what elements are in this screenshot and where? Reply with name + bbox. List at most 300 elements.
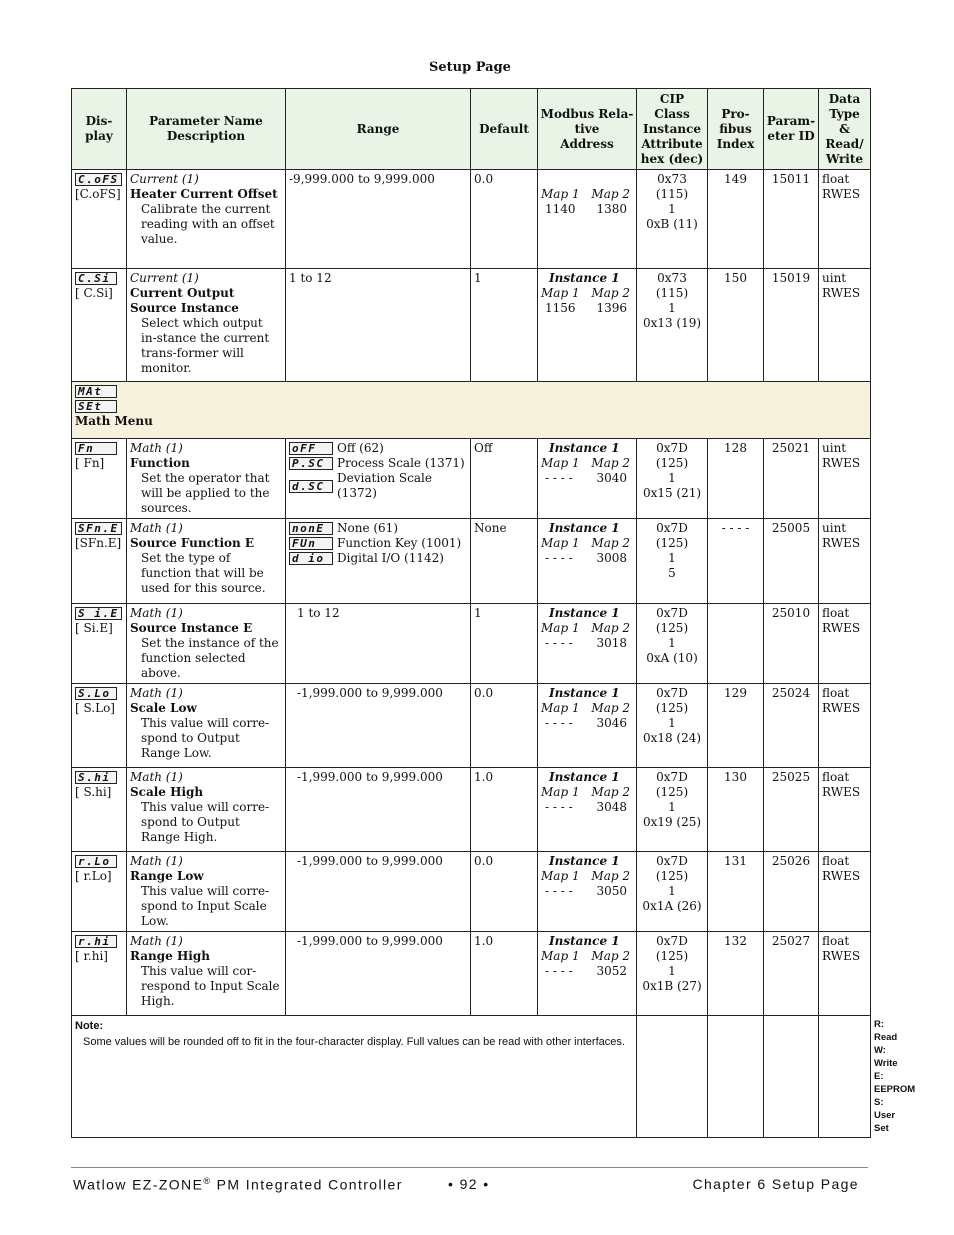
default-cell — [471, 604, 538, 684]
data-type: float — [822, 934, 850, 948]
modbus-cell — [538, 519, 637, 604]
note-row: Note: Some values will be rounded off to fit in the four-character display. Full values can be read with other interfaces. R: Read W: Write E: EEPROM S: User Set — [72, 1016, 871, 1138]
parameter-category: Current (1) — [130, 271, 199, 285]
map2-address: 3052 — [596, 964, 627, 978]
instance-label: Instance 1 — [549, 686, 620, 700]
read-write: RWES — [822, 869, 861, 883]
parameter-cell — [127, 170, 286, 269]
range-option — [289, 441, 467, 456]
profibus-cell — [708, 519, 764, 604]
cip-value: 0xB (11) — [646, 217, 698, 231]
map2-label: Map 2 — [591, 621, 630, 635]
range-cell — [286, 269, 471, 382]
option-lcd: P.SC — [289, 457, 333, 470]
profibus-index: 130 — [724, 770, 747, 784]
parameter-description: Set the instance of the function selected above. — [141, 636, 279, 680]
profibus-cell — [708, 604, 764, 684]
parameter-category: Current (1) — [130, 172, 199, 186]
map1-label: Map 1 — [541, 536, 580, 550]
parameter-row — [72, 852, 871, 932]
map-labels — [541, 286, 633, 301]
range-option — [289, 536, 467, 551]
data-type: uint — [822, 271, 847, 285]
read-write: RWES — [822, 949, 861, 963]
display-code: [C.oFS] — [75, 187, 121, 201]
header-range: Range — [286, 89, 471, 170]
option-text: Process Scale (1371) — [337, 456, 465, 470]
cip-value: 0x19 (25) — [642, 815, 702, 829]
read-write: RWES — [822, 785, 861, 799]
instance-label: Instance 1 — [549, 934, 620, 948]
cip-value: 0x15 (21) — [642, 486, 702, 500]
profibus-index: 150 — [724, 271, 747, 285]
display-cell — [72, 852, 127, 932]
display-code: [ Fn] — [75, 456, 105, 470]
note-title: Note: — [75, 1020, 104, 1032]
parameter-cell — [127, 852, 286, 932]
default-cell — [471, 932, 538, 1016]
default-value: Off — [474, 441, 493, 455]
map-values — [541, 884, 633, 899]
data-type: float — [822, 770, 850, 784]
data-type: float — [822, 854, 850, 868]
parameter-cell — [127, 768, 286, 852]
map-labels — [541, 701, 633, 716]
cip-value: 0x7D (125) — [655, 934, 689, 963]
parameter-name: Heater Current Offset — [130, 187, 278, 201]
display-code: [ r.hi] — [75, 949, 108, 963]
parameter-id-cell — [764, 519, 819, 604]
lcd-display: C.Si — [75, 272, 117, 285]
parameter-category: Math (1) — [130, 934, 183, 948]
parameter-cell — [127, 604, 286, 684]
cip-cell — [637, 768, 708, 852]
map-values — [541, 202, 633, 217]
cip-cell — [637, 684, 708, 768]
profibus-cell — [708, 768, 764, 852]
parameter-table — [71, 88, 916, 1138]
parameter-id: 25010 — [771, 606, 811, 620]
option-text: Off (62) — [337, 441, 384, 455]
option-lcd: d.SC — [289, 480, 333, 493]
parameter-row — [72, 269, 871, 382]
profibus-cell — [708, 684, 764, 768]
page-title: Setup Page — [429, 60, 511, 75]
instance-label: Instance 1 — [549, 770, 620, 784]
cip-cell — [637, 170, 708, 269]
map1-address: - - - - — [545, 636, 573, 650]
map2-label: Map 2 — [591, 286, 630, 300]
default-value: 1.0 — [474, 934, 494, 948]
map2-address: 3050 — [596, 884, 627, 898]
menu-label: Math Menu — [75, 414, 153, 428]
modbus-cell — [538, 932, 637, 1016]
read-write: RWES — [822, 456, 861, 470]
map-values — [541, 964, 633, 979]
parameter-description: Set the type of function that will be used for this source. — [141, 551, 266, 595]
cip-value: 1 — [668, 964, 676, 978]
header-parameter-id: Param- eter ID — [764, 89, 819, 170]
header-parameter: Parameter Name Description — [127, 89, 286, 170]
data-type-cell — [819, 269, 871, 382]
display-code: [ r.Lo] — [75, 869, 112, 883]
range-cell — [286, 932, 471, 1016]
parameter-category: Math (1) — [130, 441, 183, 455]
range-value: -9,999.000 to 9,999.000 — [289, 172, 435, 186]
read-write: RWES — [822, 536, 861, 550]
parameter-cell — [127, 684, 286, 768]
parameter-id: 25025 — [771, 770, 811, 784]
data-type-cell — [819, 932, 871, 1016]
math-menu-row — [72, 382, 871, 439]
parameter-id-cell — [764, 604, 819, 684]
parameter-id: 15011 — [771, 172, 811, 186]
data-type-cell — [819, 519, 871, 604]
cip-cell — [637, 852, 708, 932]
data-type-cell — [819, 684, 871, 768]
parameter-description: Calibrate the current reading with an offset value. — [141, 202, 275, 246]
display-cell — [72, 932, 127, 1016]
map2-address: 3018 — [596, 636, 627, 650]
map2-label: Map 2 — [591, 949, 630, 963]
instance-label: Instance 1 — [549, 271, 620, 285]
data-type-cell — [819, 439, 871, 519]
profibus-cell — [708, 170, 764, 269]
default-value: 0.0 — [474, 686, 494, 700]
header-display: Dis- play — [72, 89, 127, 170]
map1-label: Map 1 — [541, 187, 580, 201]
option-text: Digital I/O (1142) — [337, 551, 444, 565]
cip-value: 0x13 (19) — [642, 316, 702, 330]
page-number: • 92 • — [448, 1176, 490, 1192]
parameter-description: Set the operator that will be applied to the sources. — [141, 471, 270, 515]
range-option — [289, 551, 467, 566]
range-cell — [286, 852, 471, 932]
map2-address: 1396 — [596, 301, 627, 315]
option-lcd: FUn — [289, 537, 333, 550]
range-value: -1,999.000 to 9,999.000 — [297, 686, 443, 700]
data-type-cell — [819, 852, 871, 932]
profibus-index: 131 — [724, 854, 747, 868]
range-cell — [286, 684, 471, 768]
modbus-cell — [538, 852, 637, 932]
parameter-id: 15019 — [771, 271, 811, 285]
instance-label: Instance 1 — [549, 606, 620, 620]
display-cell — [72, 684, 127, 768]
cip-value: 0xA (10) — [646, 651, 698, 665]
map-labels — [541, 456, 633, 471]
range-value: -1,999.000 to 9,999.000 — [297, 854, 443, 868]
cip-value: 1 — [668, 636, 676, 650]
parameter-description: This value will cor-respond to Input Scale High. — [141, 964, 280, 1008]
display-code: [SFn.E] — [75, 536, 122, 550]
map2-label: Map 2 — [591, 701, 630, 715]
map2-label: Map 2 — [591, 456, 630, 470]
map-labels — [541, 869, 633, 884]
default-value: 0.0 — [474, 172, 494, 186]
map1-label: Map 1 — [541, 456, 580, 470]
cip-value: 1 — [668, 301, 676, 315]
instance-label — [541, 172, 549, 186]
option-lcd: oFF — [289, 442, 333, 455]
map-values — [541, 551, 633, 566]
parameter-row — [72, 604, 871, 684]
parameter-name: Source Instance E — [130, 621, 253, 635]
parameter-name: Range High — [130, 949, 210, 963]
cip-value: 5 — [668, 566, 676, 580]
cip-value: 1 — [668, 551, 676, 565]
range-value: -1,999.000 to 9,999.000 — [297, 934, 443, 948]
default-cell — [471, 519, 538, 604]
lcd-display: r.Lo — [75, 855, 117, 868]
map-values — [541, 471, 633, 486]
instance-label: Instance 1 — [549, 441, 620, 455]
option-lcd: d io — [289, 552, 333, 565]
read-write: RWES — [822, 187, 861, 201]
display-code: [ C.Si] — [75, 286, 113, 300]
lcd-display: S.Lo — [75, 687, 117, 700]
cip-value: 1 — [668, 800, 676, 814]
cip-value: 1 — [668, 202, 676, 216]
map1-label: Map 1 — [541, 949, 580, 963]
cip-cell — [637, 269, 708, 382]
default-value: None — [474, 521, 507, 535]
cip-cell — [637, 604, 708, 684]
map-values — [541, 636, 633, 651]
cip-cell — [637, 932, 708, 1016]
default-cell — [471, 852, 538, 932]
map2-label: Map 2 — [591, 536, 630, 550]
map-values — [541, 800, 633, 815]
parameter-description: This value will corre-spond to Input Scale Low. — [141, 884, 270, 928]
lcd-display: C.oFS — [75, 173, 122, 186]
display-code: [ S.hi] — [75, 785, 112, 799]
parameter-name: Function — [130, 456, 190, 470]
math-menu-cell — [72, 382, 871, 439]
parameter-category: Math (1) — [130, 521, 183, 535]
cip-value: 0x7D (125) — [655, 854, 689, 883]
parameter-name: Scale High — [130, 785, 204, 799]
note-cell — [72, 1016, 637, 1138]
data-type: float — [822, 606, 850, 620]
cip-value: 0x1A (26) — [642, 899, 702, 913]
modbus-cell — [538, 768, 637, 852]
parameter-id-cell — [764, 269, 819, 382]
data-type-cell — [819, 604, 871, 684]
parameter-name: Current Output Source Instance — [130, 286, 239, 315]
default-value: 1.0 — [474, 770, 494, 784]
parameter-row — [72, 932, 871, 1016]
read-write: RWES — [822, 621, 861, 635]
parameter-name: Range Low — [130, 869, 204, 883]
parameter-cell — [127, 932, 286, 1016]
option-text: Deviation Scale (1372) — [337, 471, 432, 500]
range-cell — [286, 519, 471, 604]
map1-address: - - - - — [545, 884, 573, 898]
profibus-cell — [708, 439, 764, 519]
parameter-category: Math (1) — [130, 854, 183, 868]
parameter-category: Math (1) — [130, 606, 183, 620]
parameter-id: 25005 — [771, 521, 811, 535]
parameter-description: This value will corre-spond to Output Range High. — [141, 800, 270, 844]
cip-value: 0x7D (125) — [655, 441, 689, 470]
profibus-index: 132 — [724, 934, 747, 948]
map2-address: 3040 — [596, 471, 627, 485]
profibus-index: 128 — [724, 441, 747, 455]
option-lcd: nonE — [289, 522, 333, 535]
map2-label: Map 2 — [591, 785, 630, 799]
default-value: 1 — [474, 606, 482, 620]
header-default: Default — [471, 89, 538, 170]
footer-divider — [71, 1167, 868, 1168]
cip-value: 0x7D (125) — [655, 686, 689, 715]
menu-lcd-display: MAt — [75, 385, 117, 398]
data-type-cell — [819, 170, 871, 269]
range-option — [289, 521, 467, 536]
modbus-cell — [538, 269, 637, 382]
header-data-type: Data Type & Read/ Write — [819, 89, 871, 170]
map-values — [541, 301, 633, 316]
parameter-row — [72, 170, 871, 269]
profibus-index: 149 — [724, 172, 747, 186]
map-labels — [541, 536, 633, 551]
header-cip: CIP Class Instance Attribute hex (dec) — [637, 89, 708, 170]
parameter-category: Math (1) — [130, 686, 183, 700]
map1-address: - - - - — [545, 800, 573, 814]
profibus-cell — [708, 269, 764, 382]
range-cell — [286, 604, 471, 684]
display-code: [ S.Lo] — [75, 701, 115, 715]
display-cell — [72, 768, 127, 852]
option-text: None (61) — [337, 521, 399, 535]
modbus-cell — [538, 684, 637, 768]
footer-chapter: Chapter 6 Setup Page — [692, 1176, 859, 1192]
footer-product: Watlow EZ-ZONE® PM Integrated Controller — [73, 1176, 403, 1193]
parameter-category: Math (1) — [130, 770, 183, 784]
parameter-id: 25021 — [771, 441, 811, 455]
lcd-display: r.hi — [75, 935, 117, 948]
map-labels — [541, 621, 633, 636]
parameter-id-cell — [764, 684, 819, 768]
map1-label: Map 1 — [541, 621, 580, 635]
cip-value: 1 — [668, 716, 676, 730]
menu-lcd-display: SEt — [75, 400, 117, 413]
default-cell — [471, 684, 538, 768]
modbus-cell — [538, 604, 637, 684]
map-values — [541, 716, 633, 731]
cip-value: 0x1B (27) — [642, 979, 702, 993]
instance-label: Instance 1 — [549, 854, 620, 868]
profibus-index: 129 — [724, 686, 747, 700]
data-type-cell — [819, 768, 871, 852]
parameter-id-cell — [764, 439, 819, 519]
default-cell — [471, 439, 538, 519]
range-cell — [286, 439, 471, 519]
parameter-name: Source Function E — [130, 536, 255, 550]
map1-label: Map 1 — [541, 785, 580, 799]
range-value: -1,999.000 to 9,999.000 — [297, 770, 443, 784]
data-type: uint — [822, 441, 847, 455]
map-labels — [541, 949, 633, 964]
note-text: Some values will be rounded off to fit in the four-character display. Full values can be read with other interfaces. — [83, 1036, 625, 1048]
lcd-display: S i.E — [75, 607, 122, 620]
lcd-display: Fn — [75, 442, 117, 455]
display-cell — [72, 439, 127, 519]
range-cell — [286, 768, 471, 852]
cip-value: 0x18 (24) — [642, 731, 702, 745]
range-cell — [286, 170, 471, 269]
default-cell — [471, 269, 538, 382]
cip-cell — [637, 519, 708, 604]
parameter-id: 25026 — [771, 854, 811, 868]
parameter-row — [72, 684, 871, 768]
parameter-id-cell — [764, 768, 819, 852]
map1-address: 1140 — [545, 202, 576, 216]
option-text: Function Key (1001) — [337, 536, 462, 550]
default-cell — [471, 768, 538, 852]
profibus-cell — [708, 932, 764, 1016]
map1-address: 1156 — [545, 301, 576, 315]
parameter-cell — [127, 519, 286, 604]
map2-label: Map 2 — [591, 187, 630, 201]
range-option — [289, 471, 467, 501]
data-type: float — [822, 172, 850, 186]
parameter-cell — [127, 269, 286, 382]
lcd-display: S.hi — [75, 771, 117, 784]
cip-cell — [637, 439, 708, 519]
parameter-row — [72, 439, 871, 519]
cip-value: 0x7D (125) — [655, 606, 689, 635]
parameter-id-cell — [764, 852, 819, 932]
display-cell — [72, 269, 127, 382]
default-cell — [471, 170, 538, 269]
map2-label: Map 2 — [591, 869, 630, 883]
parameter-name: Scale Low — [130, 701, 197, 715]
data-type: float — [822, 686, 850, 700]
display-cell — [72, 519, 127, 604]
parameter-row — [72, 768, 871, 852]
read-write: RWES — [822, 701, 861, 715]
map-labels — [541, 187, 633, 202]
display-code: [ Si.E] — [75, 621, 113, 635]
profibus-cell — [708, 852, 764, 932]
header-row — [72, 89, 871, 170]
parameter-id-cell — [764, 932, 819, 1016]
cip-value: 1 — [668, 471, 676, 485]
range-option — [289, 456, 467, 471]
read-write: RWES — [822, 286, 861, 300]
instance-label: Instance 1 — [549, 521, 620, 535]
map2-address: 3046 — [596, 716, 627, 730]
map1-address: - - - - — [545, 551, 573, 565]
header-profibus: Pro- fibus Index — [708, 89, 764, 170]
data-type: uint — [822, 521, 847, 535]
header-modbus: Modbus Rela- tive Address — [538, 89, 637, 170]
range-value: 1 to 12 — [289, 271, 332, 285]
map2-address: 1380 — [596, 202, 627, 216]
modbus-cell — [538, 439, 637, 519]
map2-address: 3008 — [596, 551, 627, 565]
map1-address: - - - - — [545, 471, 573, 485]
display-cell — [72, 604, 127, 684]
map1-label: Map 1 — [541, 869, 580, 883]
lcd-display: SFn.E — [75, 522, 122, 535]
parameter-id: 25027 — [771, 934, 811, 948]
map-labels — [541, 785, 633, 800]
map1-address: - - - - — [545, 964, 573, 978]
cip-value: 0x73 (115) — [655, 271, 689, 300]
parameter-description: This value will corre-spond to Output Range Low. — [141, 716, 270, 760]
